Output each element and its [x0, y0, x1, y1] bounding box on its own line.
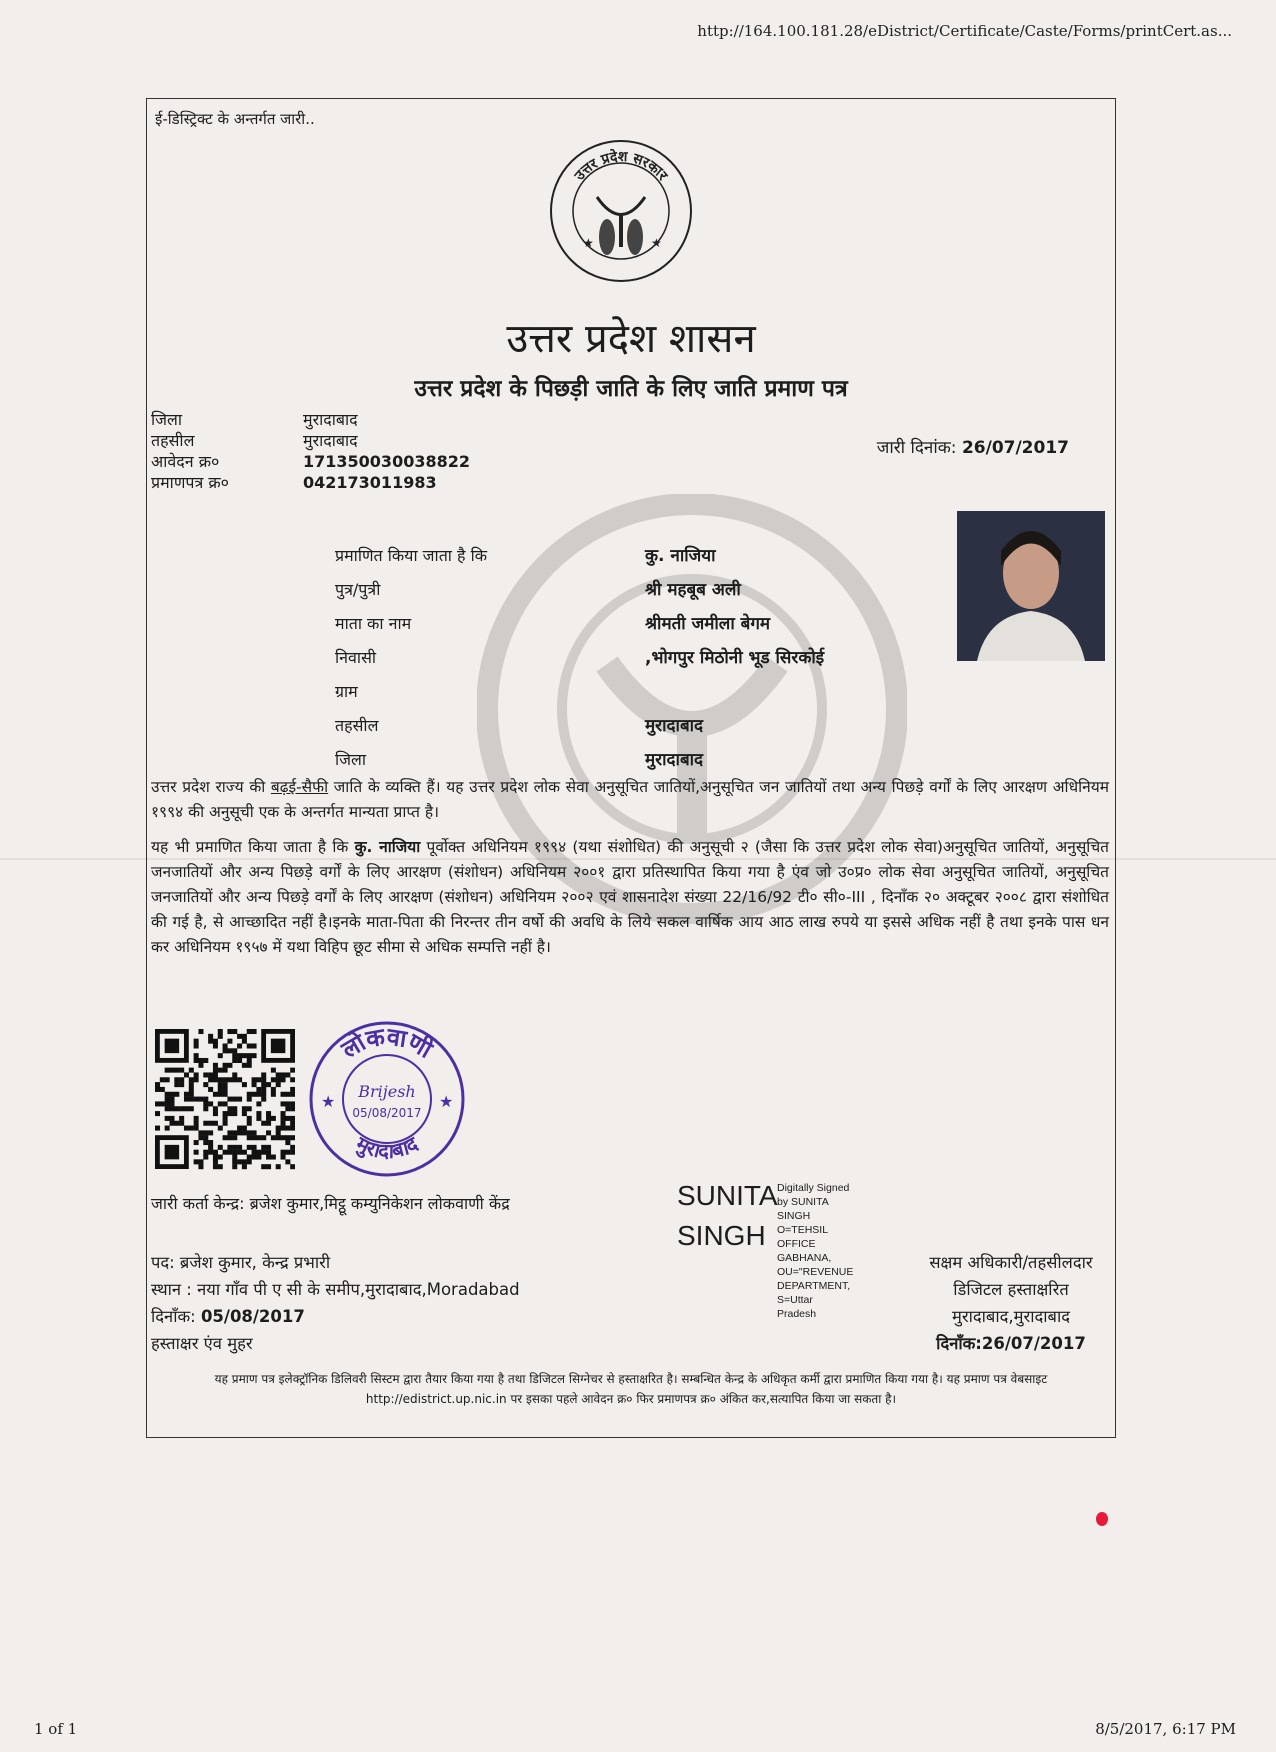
signature-detail-line: GABHANA, — [777, 1252, 832, 1264]
issuer-date-value: 05/08/2017 — [200, 1307, 305, 1326]
meta-row — [151, 409, 470, 430]
signature-detail-line: by SUNITA — [777, 1196, 829, 1208]
issuer-designation: पद: ब्रजेश कुमार, केन्द्र प्रभारी — [151, 1253, 331, 1272]
paragraph-text: यह भी प्रमाणित किया जाता है कि — [151, 838, 355, 856]
field-value: मुरादाबाद — [645, 716, 704, 736]
applicant-photo — [957, 511, 1105, 661]
meta-label: तहसील — [151, 431, 195, 450]
certificate-title: उत्तर प्रदेश के पिछड़ी जाति के लिए जाति प्रमाण पत्र — [414, 376, 848, 402]
certification-paragraph — [151, 835, 1109, 960]
verification-note: यह प्रमाण पत्र इलेक्ट्रॉनिक डिलिवरी सिस्टम द्वारा तैयार किया गया है तथा डिजिटल सिग्नेचर से हस्ताक्षरित है। सम्बन्धित केन्द्र के अधिकृत कर्मी द्वारा प्रमाणित किया गया है। यह प्रमाण पत्र वेबसाइट http://edistrict.up.nic.in पर इसका पहले आवेदन क्र० फिर प्रमाणपत्र क्र० अंकित कर,सत्यापित किया जा सकता है। — [214, 1372, 1048, 1406]
authority-details — [911, 1249, 1111, 1357]
caste-paragraph — [151, 775, 1109, 825]
authority-place: मुरादाबाद,मुरादाबाद — [951, 1307, 1070, 1326]
field-label: ग्राम — [335, 682, 358, 701]
field-label: तहसील — [335, 716, 379, 735]
seal-top-text: लोकवाणी — [336, 1022, 438, 1064]
issuer-sign-label: हस्ताक्षर एंव मुहर — [151, 1334, 253, 1353]
svg-text:★: ★ — [439, 1092, 454, 1111]
field-row — [335, 743, 824, 777]
svg-text:★: ★ — [321, 1092, 336, 1111]
signature-detail-line: O=TEHSIL — [777, 1224, 829, 1236]
authority-title: सक्षम अधिकारी/तहसीलदार — [929, 1253, 1093, 1272]
up-government-emblem-icon — [547, 137, 695, 285]
meta-label: जिला — [151, 410, 183, 429]
svg-text:उत्तर प्रदेश सरकार — [571, 148, 671, 185]
emblem-text: उत्तर प्रदेश सरकार — [571, 148, 671, 184]
issuer-date — [151, 1303, 520, 1330]
issuer-date-label: दिनाँक: — [151, 1307, 196, 1326]
authority-date: दिनाँक:26/07/2017 — [936, 1334, 1086, 1353]
field-value: श्री महबूब अली — [645, 580, 741, 600]
paragraph-text: पूर्वोक्त अधिनियम १९९४ (यथा संशोधित) की अनुसूची २ (जैसा कि उत्तर प्रदेश लोक सेवा)अनुसूचित जातियों, अनुसूचित जनजातियों और अन्य पिछड़े वर्गों के लिए आरक्षण (संशोधन) अधिनियम २००१ द्वारा प्रतिस्थापित किया गया है एंव जो उ०प्र० लोक सेवा अनुसूचित जातियों, अनुसूचित जनजातियों और अन्य पिछड़े वर्गों के लिए आरक्षण (संशोधन) अधिनियम २००२ एवं शासनादेश संख्या 22/16/92 टी० सी०-III , दिनाँक २० अक्टूबर २००८ द्वारा संशोधित की गई है, से आच्छादित नहीं है।इनके माता-पिता की निरन्तर तीन वर्षो की अवधि के लिये सकल वार्षिक आय आठ लाख रुपये या इससे अधिक नहीं है तथा इनके पास धन कर अधिनियम १९५७ में यथा विहिप छूट सीमा से अधिक सम्पत्ति नहीं है। — [151, 838, 1110, 956]
signature-detail-line: Digitally Signed — [777, 1182, 850, 1194]
red-ink-dot — [1096, 1512, 1108, 1526]
seal-signature: Brijesh — [358, 1082, 416, 1101]
meta-row — [151, 451, 470, 472]
svg-text:★: ★ — [583, 236, 594, 250]
qr-code-icon — [155, 1029, 295, 1177]
issuer-details — [151, 1249, 520, 1357]
signature-detail-line: S=Uttar — [777, 1294, 813, 1306]
meta-label: आवेदन क्र० — [151, 452, 220, 471]
applicant-name-inline: कु. नाजिया — [354, 838, 421, 856]
issue-date — [877, 435, 1069, 458]
signer-name-line2: SINGH — [677, 1220, 766, 1251]
page-count: 1 of 1 — [34, 1720, 78, 1738]
paragraph-text: उत्तर प्रदेश राज्य की — [151, 778, 271, 796]
meta-value: मुरादाबाद — [303, 410, 358, 429]
seal-date: 05/08/2017 — [352, 1106, 422, 1120]
lokvani-seal-stamp — [307, 1017, 467, 1179]
meta-value: मुरादाबाद — [303, 431, 358, 450]
signer-name-line1: SUNITA — [677, 1180, 778, 1211]
digital-signature — [677, 1181, 857, 1341]
meta-row — [151, 430, 470, 451]
field-value: मुरादाबाद — [645, 750, 704, 770]
meta-block — [151, 409, 470, 493]
signature-detail-line: SINGH — [777, 1210, 811, 1222]
paragraph-text: जाति के व्यक्ति हैं। यह उत्तर प्रदेश लोक सेवा अनुसूचित जातियों,अनुसूचित जन जातियों तथा अन्य पिछड़े वर्गों के लिए आरक्षण अधिनियम १९९४ की अनुसूची एक के अन्तर्गत मान्यता प्राप्त है। — [151, 778, 1109, 821]
browser-url: http://164.100.181.28/eDistrict/Certificate/Caste/Forms/printCert.as... — [697, 22, 1232, 40]
meta-label: प्रमाणपत्र क्र० — [151, 473, 229, 492]
seal-bottom-text: मुरादाबाद — [352, 1131, 422, 1163]
signature-detail-line: Pradesh — [777, 1308, 817, 1320]
field-row — [335, 675, 824, 709]
field-value: ,भोगपुर मिठोनी भूड सिरकोई — [645, 648, 825, 668]
government-title: उत्तर प्रदेश शासन — [506, 316, 756, 362]
signature-detail-line: OFFICE — [777, 1238, 816, 1250]
field-row — [335, 607, 824, 641]
field-row — [335, 709, 824, 743]
certificate-frame — [146, 98, 1116, 1438]
field-row — [335, 573, 824, 607]
authority-signed: डिजिटल हस्ताक्षरित — [953, 1280, 1069, 1299]
svg-text:मुरादाबाद — [351, 1131, 423, 1163]
caste-name: बढ़ई-सैफी — [270, 778, 329, 796]
field-label: जिला — [335, 750, 367, 769]
signature-detail-line: DEPARTMENT, — [777, 1280, 851, 1292]
field-row — [335, 539, 824, 573]
certificate-number: 042173011983 — [303, 473, 437, 492]
signature-detail-line: OU="REVENUE — [777, 1266, 854, 1278]
issuer-place: स्थान : नया गाँव पी ए सी के समीप,मुरादाबाद,Moradabad — [151, 1280, 520, 1299]
certificate-fields — [335, 539, 824, 777]
meta-row — [151, 472, 470, 493]
field-label: पुत्र/पुत्री — [335, 580, 381, 599]
field-value: कु. नाजिया — [645, 546, 716, 566]
application-number: 171350030038822 — [303, 452, 470, 471]
field-label: माता का नाम — [335, 614, 412, 633]
issued-under-text: ई-डिस्ट्रिक्ट के अन्तर्गत जारी.. — [155, 110, 315, 128]
issuing-centre: जारी कर्ता केन्द्र: ब्रजेश कुमार,मिट्ठू कम्युनिकेशन लोकवाणी केंद्र — [151, 1194, 510, 1213]
issue-date-label: जारी दिनांक: — [876, 438, 957, 458]
print-timestamp: 8/5/2017, 6:17 PM — [1095, 1720, 1236, 1738]
field-label: प्रमाणित किया जाता है कि — [335, 546, 488, 565]
field-row — [335, 641, 824, 675]
field-value: श्रीमती जमीला बेगम — [645, 614, 771, 634]
svg-text:लोकवाणी — [336, 1022, 438, 1064]
field-label: निवासी — [335, 648, 377, 667]
svg-text:★: ★ — [651, 236, 662, 250]
signature-details — [777, 1181, 853, 1321]
issue-date-value: 26/07/2017 — [961, 438, 1069, 458]
